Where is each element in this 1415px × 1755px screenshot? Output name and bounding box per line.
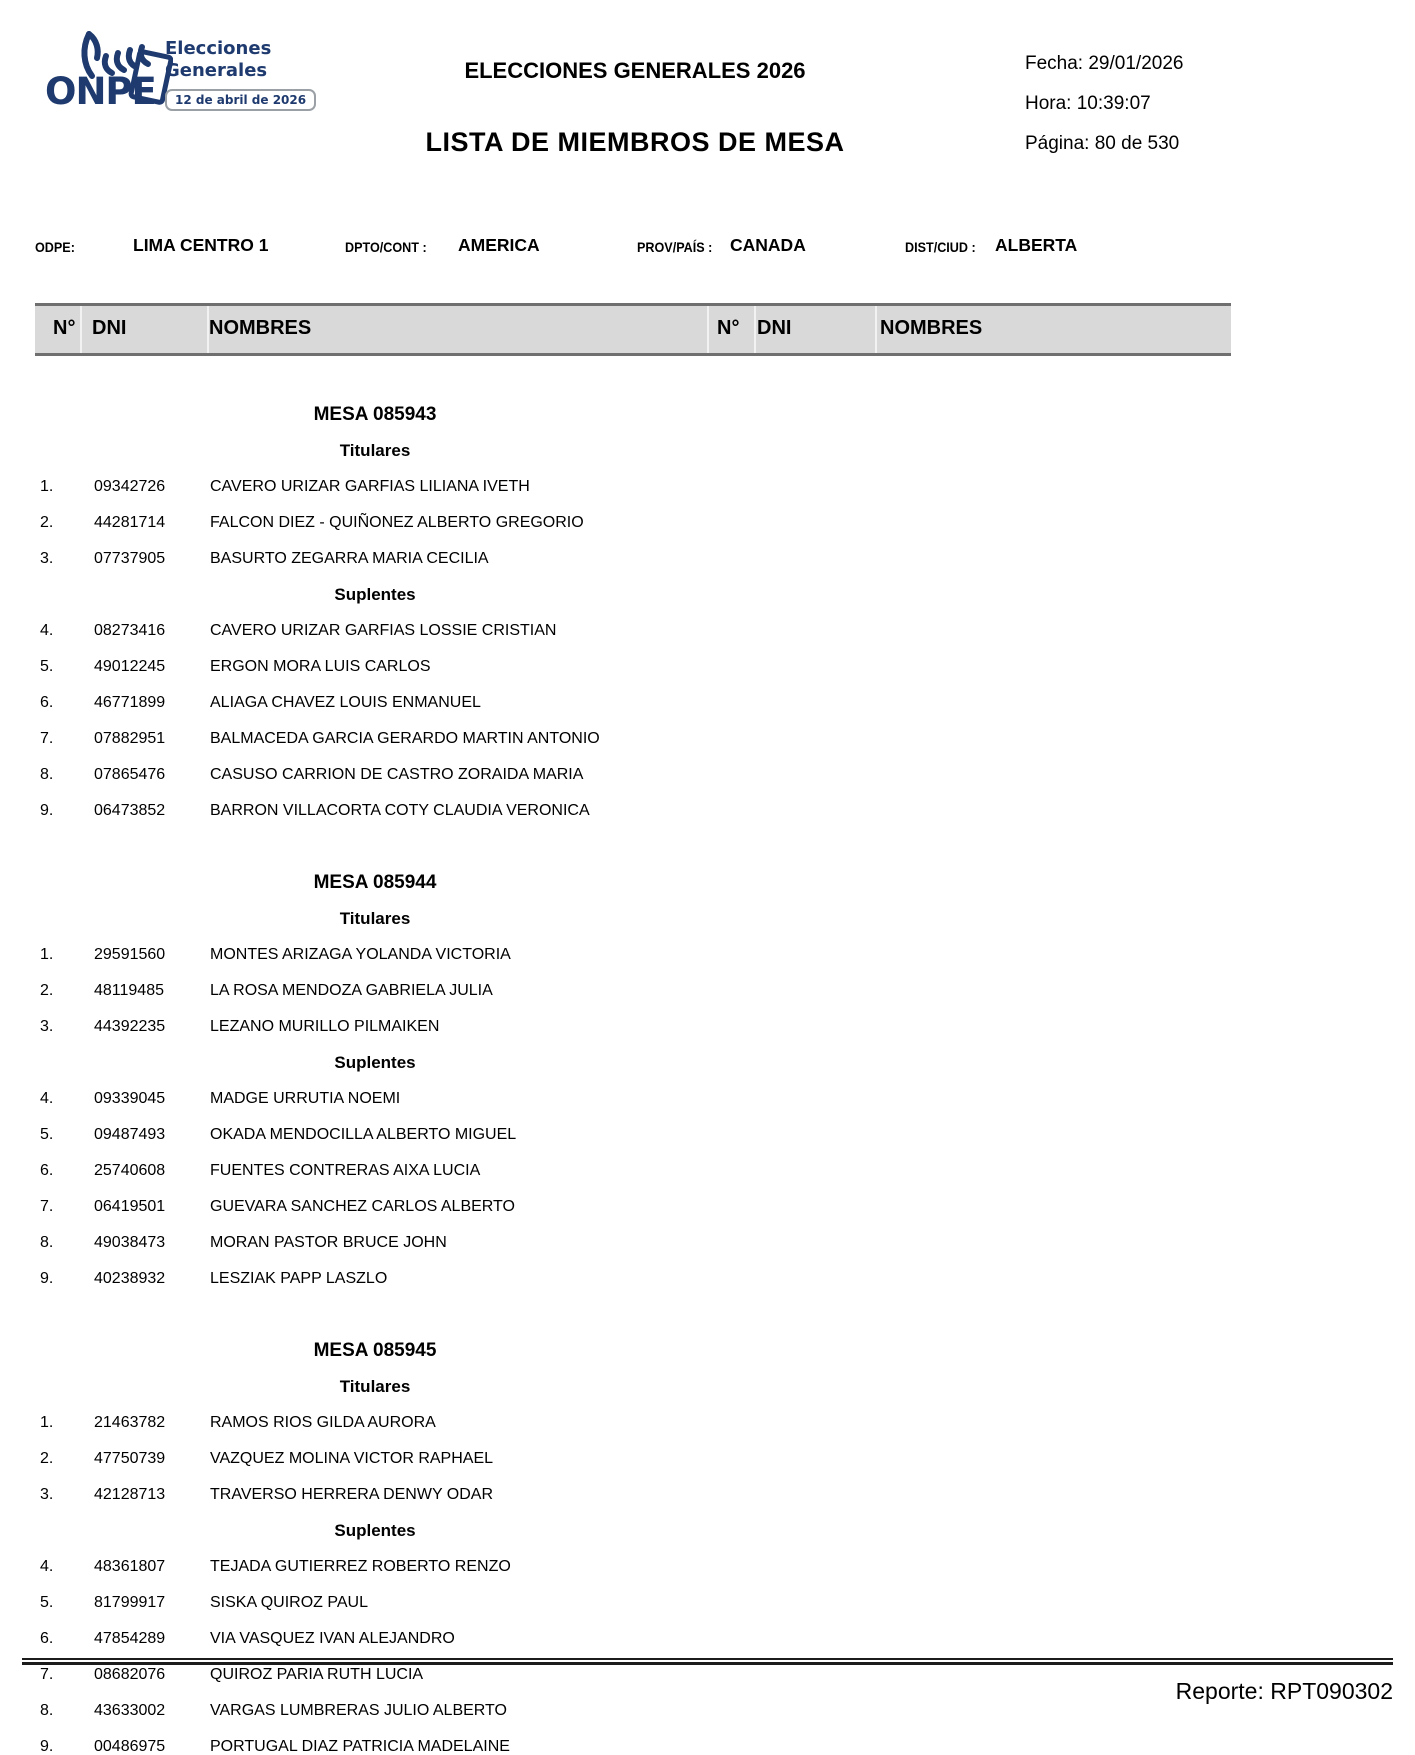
fecha-text: Fecha: 29/01/2026 [1025,53,1184,74]
row-number: 4. [40,1090,54,1107]
row-dni: 81799917 [94,1594,166,1611]
row-number: 5. [40,658,54,675]
table-row [0,1225,1415,1261]
row-name: CAVERO URIZAR GARFIAS LILIANA IVETH [210,478,530,495]
dist-value: ALBERTA [995,235,1078,255]
table-row [0,1729,1415,1755]
table-row [0,1585,1415,1621]
page-title: ELECCIONES GENERALES 2026 [464,58,806,83]
table-row [0,685,1415,721]
footer-divider [22,1658,1393,1665]
row-name: ERGON MORA LUIS CARLOS [210,658,431,675]
mesa-groups [0,901,1415,1297]
row-number: 9. [40,1738,54,1755]
row-name: LEZANO MURILLO PILMAIKEN [210,1018,440,1035]
row-name: RAMOS RIOS GILDA AURORA [210,1414,436,1431]
table-row [0,1009,1415,1045]
header-meta [1025,53,1183,173]
mesa-title: MESA 085944 [313,872,437,893]
table-row [0,1441,1415,1477]
odpe-label: ODPE: [35,239,75,255]
row-name: OKADA MENDOCILLA ALBERTO MIGUEL [210,1126,517,1143]
row-dni: 07865476 [94,766,166,783]
logo-date-badge: 12 de abril de 2026 [165,89,316,111]
col-header-nombres: NOMBRES [209,317,312,339]
prov-label: PROV/PAÍS : [637,239,713,255]
row-dni: 42128713 [94,1486,166,1503]
logo-elecciones: Elecciones [165,38,272,59]
row-dni: 00486975 [94,1738,166,1755]
row-dni: 06419501 [94,1198,166,1215]
row-dni: 06473852 [94,802,166,819]
row-dni: 49038473 [94,1234,166,1251]
row-number: 4. [40,1558,54,1575]
onpe-wordmark: ONPE [45,70,156,113]
dpto-label: DPTO/CONT : [345,239,427,255]
table-header-bar [35,303,1231,356]
pagina-text: Página: 80 de 530 [1025,133,1180,154]
row-dni: 09487493 [94,1126,166,1143]
dist-label: DIST/CIUD : [905,239,976,255]
row-name: MORAN PASTOR BRUCE JOHN [210,1234,447,1251]
row-dni: 40238932 [94,1270,166,1287]
table-row [0,541,1415,577]
mesa-title: MESA 085945 [313,1340,437,1361]
column-separator [707,306,709,353]
group-heading: Titulares [339,1377,411,1396]
table-row [0,1081,1415,1117]
table-row [0,1405,1415,1441]
row-dni: 44392235 [94,1018,166,1035]
row-dni: 07737905 [94,550,166,567]
col-header-n: N° [53,317,76,339]
row-dni: 48119485 [94,982,164,999]
row-number: 6. [40,1162,54,1179]
row-name: LESZIAK PAPP LASZLO [210,1270,388,1287]
row-number: 8. [40,766,54,783]
mesa-section [0,865,1415,1297]
table-row [0,793,1415,829]
column-separator [875,306,877,353]
row-number: 6. [40,1630,54,1647]
row-name: PORTUGAL DIAZ PATRICIA MADELAINE [210,1738,510,1755]
group-heading: Suplentes [334,1053,416,1072]
group-heading: Titulares [339,441,411,460]
row-number: 5. [40,1594,54,1611]
mesa-title: MESA 085943 [313,404,437,425]
row-number: 9. [40,802,54,819]
group-heading: Suplentes [334,1521,416,1540]
odpe-value: LIMA CENTRO 1 [133,235,269,255]
table-row [0,757,1415,793]
row-name: ALIAGA CHAVEZ LOUIS ENMANUEL [210,694,481,711]
row-number: 8. [40,1702,54,1719]
table-row [0,1189,1415,1225]
row-dni: 47750739 [94,1450,166,1467]
col-header-dni-2: DNI [757,317,792,339]
table-row [0,1621,1415,1657]
row-name: CASUSO CARRION DE CASTRO ZORAIDA MARIA [210,766,584,783]
row-name: GUEVARA SANCHEZ CARLOS ALBERTO [210,1198,515,1215]
logo-text-block [165,38,307,111]
row-name: VARGAS LUMBRERAS JULIO ALBERTO [210,1702,507,1719]
table-row [0,973,1415,1009]
table-row [0,937,1415,973]
onpe-logo [45,30,307,125]
row-name: VIA VASQUEZ IVAN ALEJANDRO [210,1630,455,1647]
report-code: Reporte: RPT090302 [1175,1678,1393,1704]
column-separator [754,306,756,353]
row-number: 2. [40,514,54,531]
row-name: MONTES ARIZAGA YOLANDA VICTORIA [210,946,511,963]
row-name: CAVERO URIZAR GARFIAS LOSSIE CRISTIAN [210,622,557,639]
table-row [0,649,1415,685]
row-dni: 43633002 [94,1702,166,1719]
row-name: TRAVERSO HERRERA DENWY ODAR [210,1486,494,1503]
row-name: LA ROSA MENDOZA GABRIELA JULIA [210,982,493,999]
row-number: 6. [40,694,54,711]
table-row [0,505,1415,541]
row-name: SISKA QUIROZ PAUL [210,1594,368,1611]
mesa-section [0,397,1415,829]
row-name: TEJADA GUTIERREZ ROBERTO RENZO [210,1558,511,1575]
row-name: BARRON VILLACORTA COTY CLAUDIA VERONICA [210,802,590,819]
dpto-value: AMERICA [458,235,540,255]
row-dni: 07882951 [94,730,166,747]
row-number: 9. [40,1270,54,1287]
group-heading: Suplentes [334,585,416,604]
table-row [0,1153,1415,1189]
table-row [0,1261,1415,1297]
row-number: 1. [40,946,54,963]
row-dni: 09342726 [94,478,166,495]
row-dni: 08682076 [94,1666,166,1683]
row-name: FUENTES CONTRERAS AIXA LUCIA [210,1162,481,1179]
row-number: 1. [40,478,54,495]
hora-text: Hora: 10:39:07 [1025,93,1151,114]
row-name: BALMACEDA GARCIA GERARDO MARTIN ANTONIO [210,730,600,747]
row-dni: 47854289 [94,1630,166,1647]
logo-generales: Generales [165,60,268,81]
table-row [0,613,1415,649]
row-number: 4. [40,622,54,639]
row-dni: 29591560 [94,946,166,963]
row-name: BASURTO ZEGARRA MARIA CECILIA [210,550,489,567]
row-number: 3. [40,1018,54,1035]
row-number: 2. [40,982,54,999]
row-dni: 49012245 [94,658,166,675]
col-header-dni: DNI [92,317,127,339]
row-number: 7. [40,1666,54,1683]
row-name: MADGE URRUTIA NOEMI [210,1090,401,1107]
mesa-groups [0,433,1415,829]
row-dni: 46771899 [94,694,166,711]
col-header-nombres-2: NOMBRES [880,317,983,339]
column-separator [80,306,82,353]
row-name: VAZQUEZ MOLINA VICTOR RAPHAEL [210,1450,494,1467]
row-dni: 44281714 [94,514,166,531]
row-number: 8. [40,1234,54,1251]
table-row [0,1477,1415,1513]
row-dni: 21463782 [94,1414,166,1431]
group-heading: Titulares [339,909,411,928]
page-subtitle: LISTA DE MIEMBROS DE MESA [425,127,845,157]
prov-value: CANADA [730,235,806,255]
row-number: 3. [40,550,54,567]
row-dni: 09339045 [94,1090,166,1107]
row-dni: 48361807 [94,1558,166,1575]
table-row [0,721,1415,757]
table-row [0,469,1415,505]
row-number: 7. [40,730,54,747]
row-dni: 25740608 [94,1162,166,1179]
table-row [0,1117,1415,1153]
row-number: 3. [40,1486,54,1503]
row-number: 5. [40,1126,54,1143]
row-number: 2. [40,1450,54,1467]
mesa-list [0,355,1415,1755]
row-dni: 08273416 [94,622,166,639]
row-number: 1. [40,1414,54,1431]
col-header-n-2: N° [717,317,740,339]
row-name: QUIROZ PARIA RUTH LUCIA [210,1666,424,1683]
location-info-bar [0,228,1415,264]
row-number: 7. [40,1198,54,1215]
table-row [0,1549,1415,1585]
row-name: FALCON DIEZ - QUIÑONEZ ALBERTO GREGORIO [210,514,584,531]
